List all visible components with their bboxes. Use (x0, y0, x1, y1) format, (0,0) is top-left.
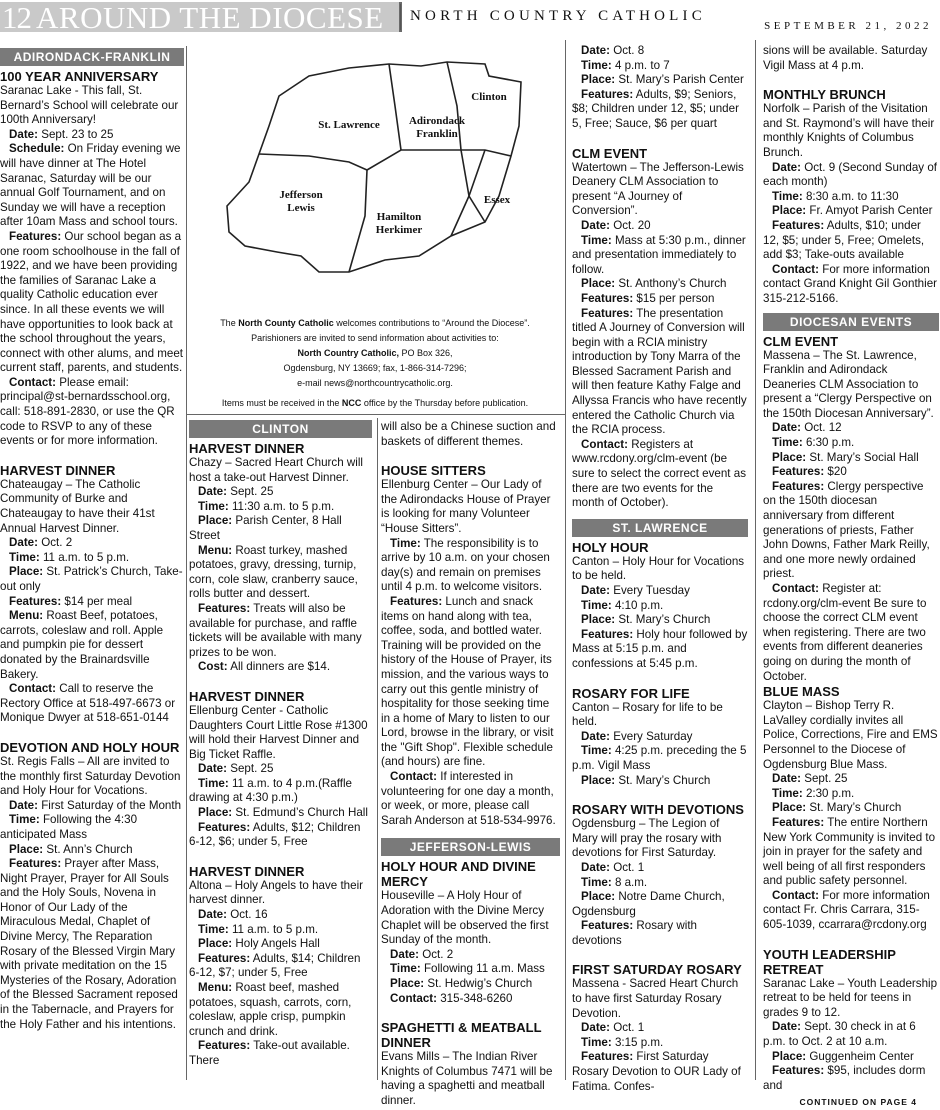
article-title: HOLY HOUR (572, 539, 649, 555)
column-rule (377, 418, 378, 1080)
label-hamilton: Hamilton (376, 211, 422, 223)
article-title: BLUE MASS (763, 684, 840, 700)
column-rule (186, 46, 187, 1080)
boundary-jl-hamilton (349, 170, 367, 272)
continued-notice: CONTINUED ON PAGE 4 (799, 1097, 917, 1108)
article-title: SPAGHETTI & MEATBALL DINNER (381, 1020, 542, 1051)
column-rule (755, 40, 756, 1080)
label-lewis: Lewis (287, 202, 315, 214)
article-title: HARVEST DINNER (189, 441, 305, 456)
label-clinton: Clinton (471, 91, 507, 103)
article-title: HOLY HOUR AND DIVINE MERCY (381, 859, 536, 890)
issue-date: SEPTEMBER 21, 2022 (764, 20, 932, 32)
section-band: ST. LAWRENCE (572, 519, 748, 537)
diocese-map-box (189, 46, 561, 411)
article-title: 100 YEAR ANNIVERSARY (0, 69, 159, 84)
article-title: HARVEST DINNER (189, 688, 305, 704)
section-band: CLINTON (189, 420, 372, 438)
column-4: Date: Oct. 8 Time: 4 p.m. to 7 Place: St. Mary’s Parish Center Features: Adults, $9; Seniors, $8; Children under 12, $5; under 5, Free; Sauce, $6 per quart CLM EVENT Watertown – The Jefferson-Lewis Deanery CLM Association to present “A Journey of Conversion”. Date: Oct. 20 Time: Mass at 5:30 p.m., dinner and presentation immediately to follow. Place: St. Anthony’s Church Features: $15 per person Features: The presentation titled A Journey of Conversion will begin with a RCIA ministry introduction by Tony Marra of the Blessed Sacrament Parish and will then feature Kathy Falge and Allyssa Francis who have recently entered the Catholic Church via the RCIA process. Contact: Registers at www.rcdony.org/clm-event (be sure to select the correct event as there are two events for the month of October). ST. LAWRENCE HOLY HOUR Canton – Holy Hour for Vocations to be held. Date: Every Tuesday Time: 4:10 p.m. Place: St. Mary’s Church Features: Holy hour followed by Mass at 5:15 p.m. and confessions at 5:45 p.m. ROSARY FOR LIFE Canton – Rosary for life to be held. Date: Every Saturday Time: 4:25 p.m. preceding the 5 p.m. Vigil Mass Place: St. Mary’s Church ROSARY WITH DEVOTIONS Ogdensburg – The Legion of Mary will pray the rosary with devotions for First Saturday. Date: Oct. 1 Time: 8 a.m. Place: Notre Dame Church, Ogdensburg Features: Rosary with devotions FIRST SATURDAY ROSARY Massena - Sacred Heart Church to have first Saturday Rosary Devotion. Date: Oct. 1 Time: 3:15 p.m. Features: First Saturday Rosary Devotion to OUR Lady of Fatima. Confes- (572, 44, 748, 1093)
section-band: ADIRONDACK-FRANKLIN (0, 48, 184, 66)
article-title: HARVEST DINNER (0, 462, 116, 478)
article-title: MONTHLY BRUNCH (763, 87, 886, 103)
section-banner (0, 0, 402, 35)
submission-info: The North County Catholic welcomes contributions to “Around the Diocese”. Parishioners are invited to send information about activities to: North Country Catholic, PO Box 326, Ogdensburg, NY 13669; fax, 1-866-314-7296; e-mail news@northcountrycatholic.org. Items must be received in the NCC office by the Thursday before publication. (220, 318, 530, 408)
article-title: DEVOTION AND HOLY HOUR (0, 739, 180, 755)
masthead (0, 0, 940, 36)
column-1: ADIRONDACK-FRANKLIN 100 YEAR ANNIVERSARY Saranac Lake - This fall, St. Bernard’s School will celebrate our 100th Anniversary! Date: Sept. 23 to 25 Schedule: On Friday evening we will have dinner at The Hotel Saranac, Saturday will be our annual Golf Tournament, and on Sunday we will have a reception after 10am Mass and school tours. Features: Our school began as a one room schoolhouse in the fall of 1922, and we have been providing the families of Saranac Lake a quality Catholic education ever since. In all these events we will have opportunities to look back at the school throughout the years, connect with other alums, and meet current staff, parents, and students. Contact: Please email: principal@st-bernardsschool.org, call: 518-891-2830, or use the QR code to RSVP to any of these events or for more information. HARVEST DINNER Chateaugay – The Catholic Community of Burke and Chateaugay to have their 41st Annual Harvest Dinner. Date: Oct. 2 Time: 11 a.m. to 5 p.m. Place: St. Patrick’s Church, Take-out only Features: $14 per meal Menu: Roast Beef, potatoes, carrots, coleslaw and roll. Apple and pumpkin pie for dessert donated by the Brainardsville Bakery. Contact: Call to reserve the Rectory Office at 518-497-6673 or Monique Dwyer at 518-651-0144 DEVOTION AND HOLY HOUR St. Regis Falls – All are invited to the monthly first Saturday Devotion and Holy Hour for Vocations. Date: First Saturday of the Month Time: Following the 4:30 anticipated Mass Place: St. Ann’s Church Features: Prayer after Mass, Night Prayer, Prayer for All Souls and the Holy Souls, Novena in Honor of Our Lady of the Miraculous Medal, Chaplet of Divine Mercy, The Reparation Rosary of the Blessed Virgin Mary with private meditation on the 15 Mysteries of the Rosary, Adoration of the Blessed Sacrament reposed in the Tabernacle, and Prayers for the Holy Father and his intentions. (0, 50, 184, 1031)
map-bottom-rule (187, 414, 565, 415)
article-title: CLM EVENT (763, 333, 839, 349)
boundary-hamilton-top (367, 150, 461, 170)
section-band: DIOCESAN EVENTS (763, 313, 939, 331)
page-number: 12 (2, 0, 31, 35)
boundary-hamilton-east (451, 150, 469, 236)
boundary-stlawrence-adk (389, 64, 401, 150)
label-jefferson: Jefferson (279, 189, 323, 201)
article-title: ROSARY WITH DEVOTIONS (572, 802, 744, 818)
section-title: AROUND THE DIOCESE (36, 0, 384, 35)
divider (400, 4, 401, 30)
label-adirondack: Adirondack (408, 115, 466, 127)
label-herkimer: Herkimer (375, 224, 423, 236)
boundary-essex-west (469, 150, 485, 222)
column-3: will also be a Chinese suction and baskets of different themes. HOUSE SITTERS Ellenburg Center – Our Lady of the Adirondacks House of Prayer is looking for many Volunteer “House Sitters”. Time: The responsibility is to arrive by 10 a.m. on your chosen day(s) and remain on premises until 4 p.m. to welcome visitors. Features: Lunch and snack items on hand along with tea, coffee, soda, and bottled water. Training will be provided on the history of the House of Prayer, its mission, and the various ways to carry out this gentle ministry of hospitality for those seeking time in a home of Mary to listen to our Lord, browse in the library, or visit the "Gift Shop". Flexible schedule (and hours) are fine. Contact: If interested in volunteering for one day a month, or week, or more, please call Sarah Anderson at 518-534-9976. JEFFERSON-LEWIS HOLY HOUR AND DIVINE MERCY Houseville – A Holy Hour of Adoration with the Divine Mercy Chaplet will be observed the first Sunday of the month. Date: Oct. 2 Time: Following 11 a.m. Mass Place: St. Hedwig’s Church Contact: 315-348-6260 SPAGHETTI & MEATBALL DINNER Evans Mills – The Indian River Knights of Columbus 7471 will be having a spaghetti and meatball dinner. (381, 420, 560, 1080)
article-title: ROSARY FOR LIFE (572, 685, 690, 701)
article-title: HOUSE SITTERS (381, 463, 486, 479)
article-title: YOUTH LEADERSHIP RETREAT (763, 946, 896, 977)
label-franklin: Franklin (416, 128, 458, 140)
section-band: JEFFERSON-LEWIS (381, 838, 560, 856)
paper-name: NORTH COUNTRY CATHOLIC (410, 8, 706, 24)
label-essex: Essex (483, 194, 511, 206)
label-st-lawrence: St. Lawrence (318, 119, 380, 131)
column-5: sions will be available. Saturday Vigil Mass at 4 p.m. MONTHLY BRUNCH Norfolk – Parish of the Visitation and St. Raymond’s will have their monthly Knights of Columbus Brunch. Date: Oct. 9 (Second Sunday of each month) Time: 8:30 a.m. to 11:30 Place: Fr. Amyot Parish Center Features: Adults, $10; under 12, $5; under 5, Free; Omelets, add $3; Take-outs available Contact: For more information contact Grand Knight Gil Gonthier 315-212-5166. DIOCESAN EVENTS CLM EVENT Massena – The St. Lawrence, Franklin and Adirondack Deaneries CLM Association to present a “Clergy Perspective on the 150th Diocesan Anniversary”. Date: Oct. 12 Time: 6:30 p.m. Place: St. Mary’s Social Hall Features: $20 Features: Clergy perspective on the 150th diocesan anniversary from different generations of priests, Father John Downs, Father Mark Reilly, and one more newly ordained priest. Contact: Register at: rcdony.org/clm-event Be sure to choose the correct CLM event when registering. There are two events from different deaneries going on during the month of October. BLUE MASS Clayton – Bishop Terry R. LaValley cordially invites all Police, Corrections, Fire and EMS Personnel to the Diocese of Ogdensburg Blue Mass. Date: Sept. 25 Time: 2:30 p.m. Place: St. Mary’s Church Features: The entire Northern New York Community is invited to join in prayer for the safety and well being of all first responders and public safety personnel. Contact: For more information contact Fr. Chris Carrara, 315-605-1039, ccarrara@rcdony.org YOUTH LEADERSHIP RETREAT Saranac Lake – Youth Leadership retreat to be held for teens in grades 9 to 12. Date: Sept. 30 check in at 6 p.m. to Oct. 2 at 10 a.m. Place: Guggenheim Center Features: $95, includes dorm and CONTINUED ON PAGE 4 (763, 44, 939, 1080)
article-title: CLM EVENT (572, 145, 648, 161)
column-rule (565, 40, 566, 1080)
boundary-stl-jl (259, 154, 367, 170)
article-title: FIRST SATURDAY ROSARY (572, 962, 742, 978)
column-2: CLINTON HARVEST DINNER Chazy – Sacred Heart Church will host a take-out Harvest Dinner. Date: Sept. 25 Time: 11:30 a.m. to 5 p.m. Place: Parish Center, 8 Hall Street Menu: Roast turkey, mashed potatoes, gravy, dressing, turnip, corn, cole slaw, cranberry sauce, rolls butter and dessert. Features: Treats will also be available for purchase, and raffle tickets will be available with many prizes to be won. Cost: All dinners are $14. HARVEST DINNER Ellenburg Center - Catholic Daughters Court Little Rose #1300 will hold their Harvest Dinner and Big Ticket Raffle. Date: Sept. 25 Time: 11 a.m. to 4 p.m.(Raffle drawing at 4:30 p.m.) Place: St. Edmund’s Church Hall Features: Adults, $12; Children 6-12, $6; under 5, Free HARVEST DINNER Altona – Holy Angels to have their harvest dinner. Date: Oct. 16 Time: 11 a.m. to 5 p.m. Place: Holy Angels Hall Features: Adults, $14; Children 6-12, $7; under 5, Free Menu: Roast beef, mashed potatoes, squash, carrots, corn, coleslaw, apple crisp, pumpkin crunch and drink. Features: Take-out available. There (189, 420, 372, 1080)
diocese-map (189, 46, 561, 316)
boundary-adk-clinton (447, 62, 511, 156)
article-title: HARVEST DINNER (189, 863, 305, 879)
